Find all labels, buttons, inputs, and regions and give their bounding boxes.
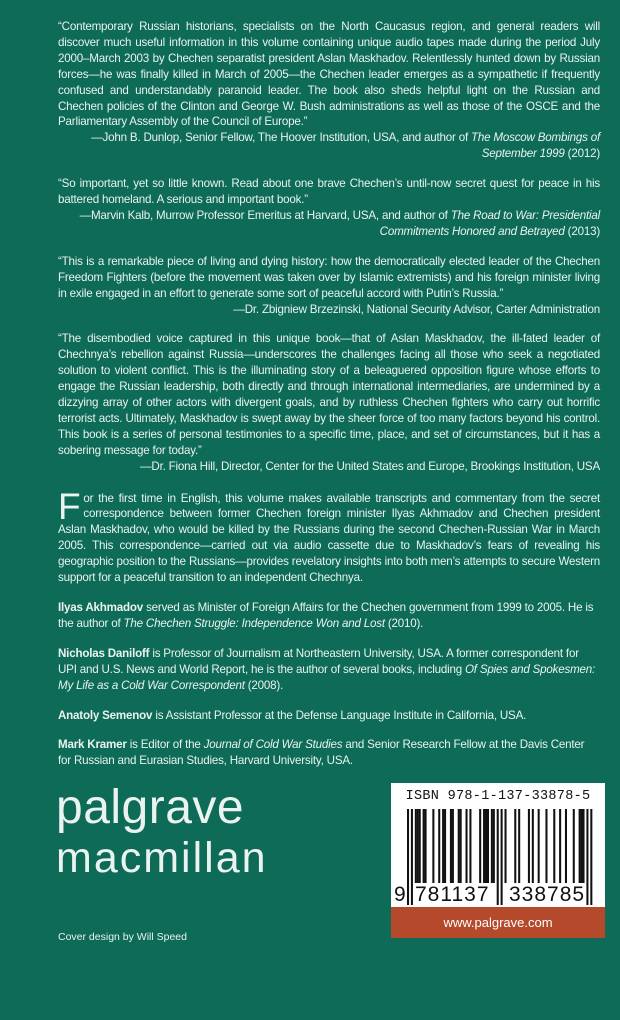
- barcode-bar: [466, 809, 468, 883]
- isbn-barcode-box: [391, 783, 605, 938]
- barcode-bar: [581, 809, 583, 883]
- review-quote-4: [58, 331, 600, 474]
- bio-text: served as Minister of Foreign Affairs for the Chechen government from 1999 to 2005. He is the author of: [58, 601, 594, 630]
- barcode-bar: [518, 809, 520, 883]
- publisher-website: www.palgrave.com: [391, 907, 605, 938]
- barcode-bar: [565, 809, 567, 883]
- barcode-bar: [528, 809, 530, 883]
- bio-name: Nicholas Daniloff: [58, 646, 150, 660]
- barcode-bar: [493, 809, 495, 883]
- review-quote-1: [58, 19, 600, 162]
- barcode-bar: [483, 809, 485, 883]
- bio-book-title: The Chechen Struggle: Independence Won and Lost: [123, 616, 385, 630]
- quote-text: “So important, yet so little known. Read about one brave Chechen’s until-now secret quest for peace in his battered homeland. A serious and important book.”: [58, 177, 600, 207]
- bio-text: is Assistant Professor at the Defense Language Institute in California, USA.: [152, 708, 527, 722]
- barcode-bar: [469, 809, 471, 883]
- quote-text: “This is a remarkable piece of living and dying history: how the democratically elected leader of the Chechen Freedom Fighters (before the movement was taken over by Islamic extremists) and his foreign minister living in exile engaged in an effort to generate some sort of peaceful accord with Putin’s Russia.”: [58, 254, 600, 300]
- barcode-right-digits: 338785: [509, 883, 586, 907]
- barcode-bar: [559, 809, 561, 883]
- bio-text-end: (2008).: [244, 678, 284, 692]
- attribution-book-title: The Moscow Bombings of September 1999: [471, 131, 600, 161]
- quote-text: “Contemporary Russian historians, specialists on the North Caucasus region, and general readers will discover much useful information in this volume containing unique audio tapes made during the period July 2000–March 2003 by Chechen separatist president Aslan Maskhadov. Relentlessly hunted down by Russian forces—he was finally killed in March of 2005—the Chechen leader emerges as a sympathetic if frequently confused and understandably paranoid leader. The book also sheds helpful light on the Russian and Chechen policies of the Clinton and George W. Bush administrations as well as those of the OSCE and the Parliamentary Assembly of the Council of Europe.”: [58, 20, 600, 129]
- bio-name: Mark Kramer: [58, 738, 127, 752]
- barcode-left-digits: 781137: [415, 883, 490, 907]
- quote-attribution: [58, 130, 600, 162]
- barcode-bar: [442, 809, 444, 883]
- barcode-bar: [491, 809, 493, 883]
- bio-text-end: (2010).: [384, 616, 424, 630]
- bio-semenov: [58, 708, 600, 724]
- barcode-bar: [586, 809, 588, 905]
- barcode-bar: [545, 809, 547, 883]
- barcode-bar: [505, 809, 507, 883]
- barcode-bar: [583, 809, 585, 883]
- quote-attribution: —Dr. Zbigniew Brzezinski, National Security Advisor, Carter Administration: [233, 302, 600, 316]
- review-quote-3: [58, 254, 600, 318]
- bio-kramer: [58, 737, 600, 769]
- logo-line-macmillan: macmillan: [56, 834, 268, 883]
- quote-attribution: —Dr. Fiona Hill, Director, Center for the United States and Europe, Brookings Institution, USA: [140, 459, 600, 473]
- bio-text-end: and Senior Research Fellow at the Davis Center for Russian and Eurasian Studies, Harvard University, USA.: [58, 738, 585, 768]
- barcode-bar: [479, 809, 481, 883]
- barcode-bar: [514, 809, 516, 883]
- bio-daniloff: [58, 646, 600, 694]
- barcode-bar: [487, 809, 489, 883]
- barcode-bar: [553, 809, 555, 883]
- cover-design-credit: Cover design by Will Speed: [58, 931, 187, 944]
- barcode-bar: [532, 809, 534, 883]
- drop-cap: F: [58, 485, 81, 527]
- barcode-bar: [485, 809, 487, 883]
- barcode-bar: [438, 809, 440, 883]
- review-quote-2: [58, 176, 600, 240]
- barcode-bar: [497, 809, 499, 905]
- publisher-logo: [56, 783, 268, 883]
- description-text: or the first time in English, this volume makes available transcripts and commentary from the secret correspondence between former Chechen foreign minister Ilyas Akhmadov and Chechen president Aslan Maskhadov, who would be killed by the Russians during the second Chechen-Russian War in March 2005. This correspondence—carried out via audio cassette due to Maskhadov’s fears of revealing his geographic position to the Russians—provides revelatory insights into both men’s attempts to secure Western support for a peaceful transition to an independent Chechnya.: [58, 491, 600, 585]
- book-description: [58, 485, 600, 586]
- barcode-first-digit: 9: [394, 883, 406, 907]
- bio-name: Ilyas Akhmadov: [58, 601, 144, 614]
- barcode-bar: [417, 809, 419, 883]
- barcode-bar: [590, 809, 592, 905]
- barcode-bar: [458, 809, 460, 883]
- barcode-bar: [501, 809, 503, 905]
- barcode-bar: [425, 809, 427, 883]
- barcode-bar: [411, 809, 413, 905]
- bio-book-title: Of Spies and Spokesmen: My Life as a Cold War Correspondent: [58, 662, 596, 692]
- attribution-year: (2012): [564, 147, 600, 161]
- barcode-bar: [460, 809, 462, 883]
- barcode-bar: [415, 809, 417, 883]
- attribution-text: —Marvin Kalb, Murrow Professor Emeritus at Harvard, USA, and author of: [79, 208, 451, 222]
- barcode-bar: [579, 809, 581, 883]
- bio-akhmadov: [58, 600, 600, 632]
- barcode-bar: [444, 809, 446, 883]
- bottom-section: [58, 783, 605, 943]
- barcode-bar: [423, 809, 425, 883]
- barcode-bar: [432, 809, 434, 883]
- barcode-bar: [407, 809, 409, 905]
- bio-journal-title: Journal of Cold War Studies: [203, 738, 343, 752]
- quote-attribution: [58, 208, 600, 240]
- barcode-bar: [450, 809, 452, 883]
- barcode-bar: [538, 809, 540, 883]
- attribution-year: (2013): [564, 224, 600, 238]
- quote-text: “The disembodied voice captured in this unique book—that of Aslan Maskhadov, the ill-fated leader of Chechnya’s rebellion against Russia—underscores the challenges facing all those who seek a negotiated solution to violent conflict. This is the illuminating story of a beleaguered opposition figure whose efforts to engage the Russian leadership, both directly and through international intermediaries, are undermined by a dizzying array of other actors with divergent goals, and by ruthless Chechen fighters who carry out horrific terrorist acts. Ultimately, Maskhadov is swept away by the sheer force of too many factors beyond his control. This book is a series of personal testimonies to a specific time, place, and set of circumstances, but it has a sobering message for today.”: [58, 332, 600, 457]
- logo-line-palgrave: palgrave: [56, 781, 245, 835]
- publisher-area: [58, 783, 268, 943]
- barcode-bar: [573, 809, 575, 883]
- bio-text: is Professor of Journalism at Northeastern University, USA. A former correspondent for UPI and U.S. News and World Report, he is the author of several books, including: [58, 646, 579, 676]
- isbn-label: ISBN 978-1-137-33878-5: [405, 789, 591, 805]
- bio-name: Anatoly Semenov: [58, 708, 153, 722]
- barcode-bar: [452, 809, 454, 883]
- attribution-text: —John B. Dunlop, Senior Fellow, The Hoover Institution, USA, and author of: [91, 131, 471, 145]
- attribution-book-title: The Road to War: Presidential Commitments Honored and Betrayed: [379, 208, 600, 238]
- bio-text: is Editor of the: [126, 738, 204, 752]
- barcode-bar: [419, 809, 421, 883]
